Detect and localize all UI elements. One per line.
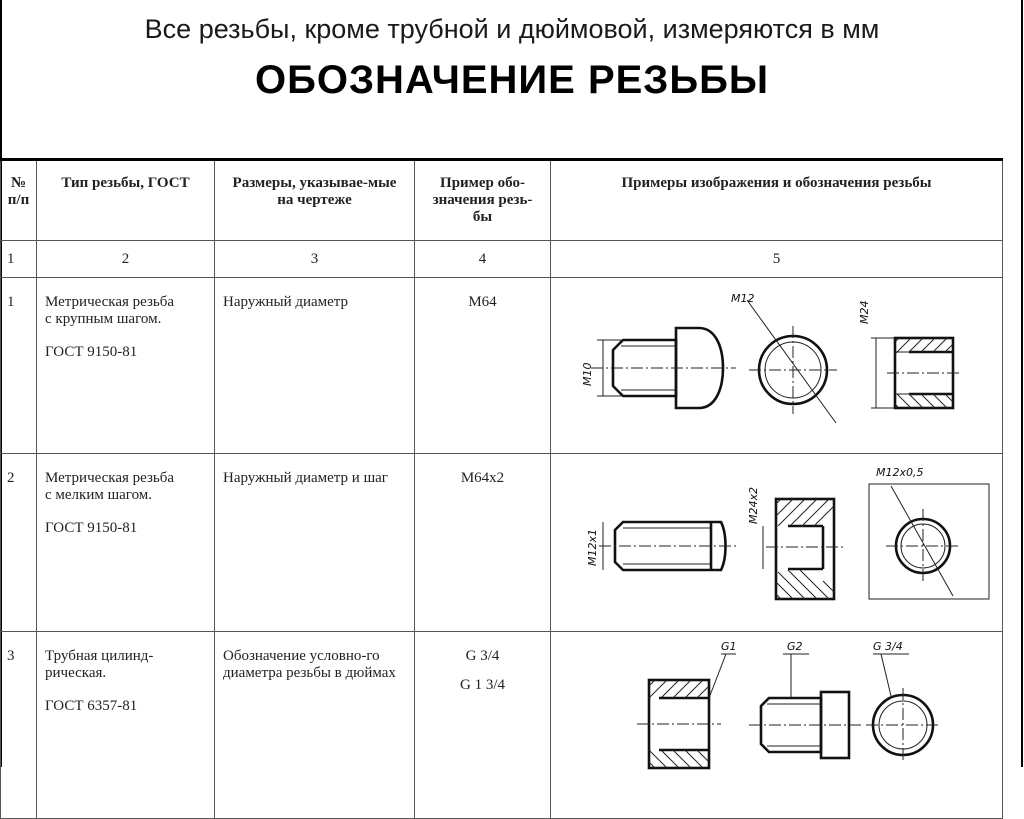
pipe-hole-figure [637,640,737,768]
header-num-line1: № [10,175,27,191]
header-sizes: Размеры, указывае-мые на чертеже [215,160,415,241]
thread-example [415,454,551,632]
pipe-thread-drawing [551,632,1003,802]
slide-subtitle: Все резьбы, кроме трубной и дюймовой, измеряются в мм [144,14,880,44]
header-num [1,160,37,241]
thread-gost: ГОСТ 9150-81 [45,520,138,536]
table-row [1,278,1003,454]
thread-drawing-cell [551,454,1003,632]
header-images: Примеры изображения и обозначения резьбы [551,160,1003,241]
drawing-label-m10: М10 [581,362,594,386]
stud-figure [586,522,736,570]
thread-gost: ГОСТ 6357-81 [45,698,138,714]
drawing-label-g1: G1 [721,640,737,653]
thread-designation-table [0,158,1003,819]
drawing-label-g2: G2 [787,640,803,653]
thread-sizes: Наружный диаметр [215,278,415,454]
column-number-5: 5 [551,241,1003,278]
drawing-label-m12x1: М12х1 [586,529,599,566]
thread-type-cell [37,632,215,819]
drawing-label-g34: G 3/4 [873,640,903,653]
thread-example [415,278,551,454]
thread-type-line1: Метрическая резьба [45,470,175,486]
column-number-4: 4 [415,241,551,278]
row-number: 3 [1,632,37,819]
thread-sizes: Обозначение условно-го диаметра резьбы в дюймах [215,632,415,819]
coarse-thread-drawing [551,278,1003,437]
slide-title: ОБОЗНАЧЕНИЕ РЕЗЬБЫ [254,58,770,102]
thread-drawing-cell [551,278,1003,454]
circle-view-fine-figure [869,466,989,599]
thread-example [415,632,551,819]
table-header-row [1,160,1003,241]
slide-frame-right [1021,0,1023,767]
column-number-row [1,241,1003,278]
thread-type-line2: с крупным шагом. [45,311,162,327]
column-number-1: 1 [1,241,37,278]
thread-example-value: G 3/4 [465,648,500,664]
column-number-3: 3 [215,241,415,278]
threaded-hole-figure [858,301,961,409]
bolt-with-head-figure [581,328,736,408]
header-num-line2: п/п [7,192,30,208]
thread-example-value: М64х2 [460,470,505,486]
drawing-label-m24x2: М24х2 [747,487,760,524]
thread-gost: ГОСТ 9150-81 [45,344,138,360]
row-number: 2 [1,454,37,632]
row-number: 1 [1,278,37,454]
threaded-hole-fine-figure [747,487,843,599]
thread-example-value: М64 [468,294,497,310]
thread-example-value-2: G 1 3/4 [460,677,505,693]
drawing-label-m12: М12 [731,292,755,305]
thread-sizes: Наружный диаметр и шаг [215,454,415,632]
pipe-stud-figure [749,640,861,758]
header-type: Тип резьбы, ГОСТ [37,160,215,241]
thread-type-line2: с мелким шагом. [45,487,153,503]
thread-type-cell [37,454,215,632]
fine-thread-drawing [551,454,1003,615]
column-number-2: 2 [37,241,215,278]
drawing-label-m24: М24 [858,300,871,324]
header-example: Пример обо-значения резь-бы [415,160,551,241]
thread-type-line2: рическая. [45,665,107,681]
thread-drawing-cell [551,632,1003,819]
pipe-circle-figure [866,640,941,762]
table-row [1,632,1003,819]
thread-type-line1: Трубная цилинд- [45,648,154,664]
thread-type-line1: Метрическая резьба [45,294,175,310]
thread-type-cell [37,278,215,454]
table-row [1,454,1003,632]
drawing-label-m12x05: М12х0,5 [876,466,924,479]
circle-view-figure [731,292,837,423]
